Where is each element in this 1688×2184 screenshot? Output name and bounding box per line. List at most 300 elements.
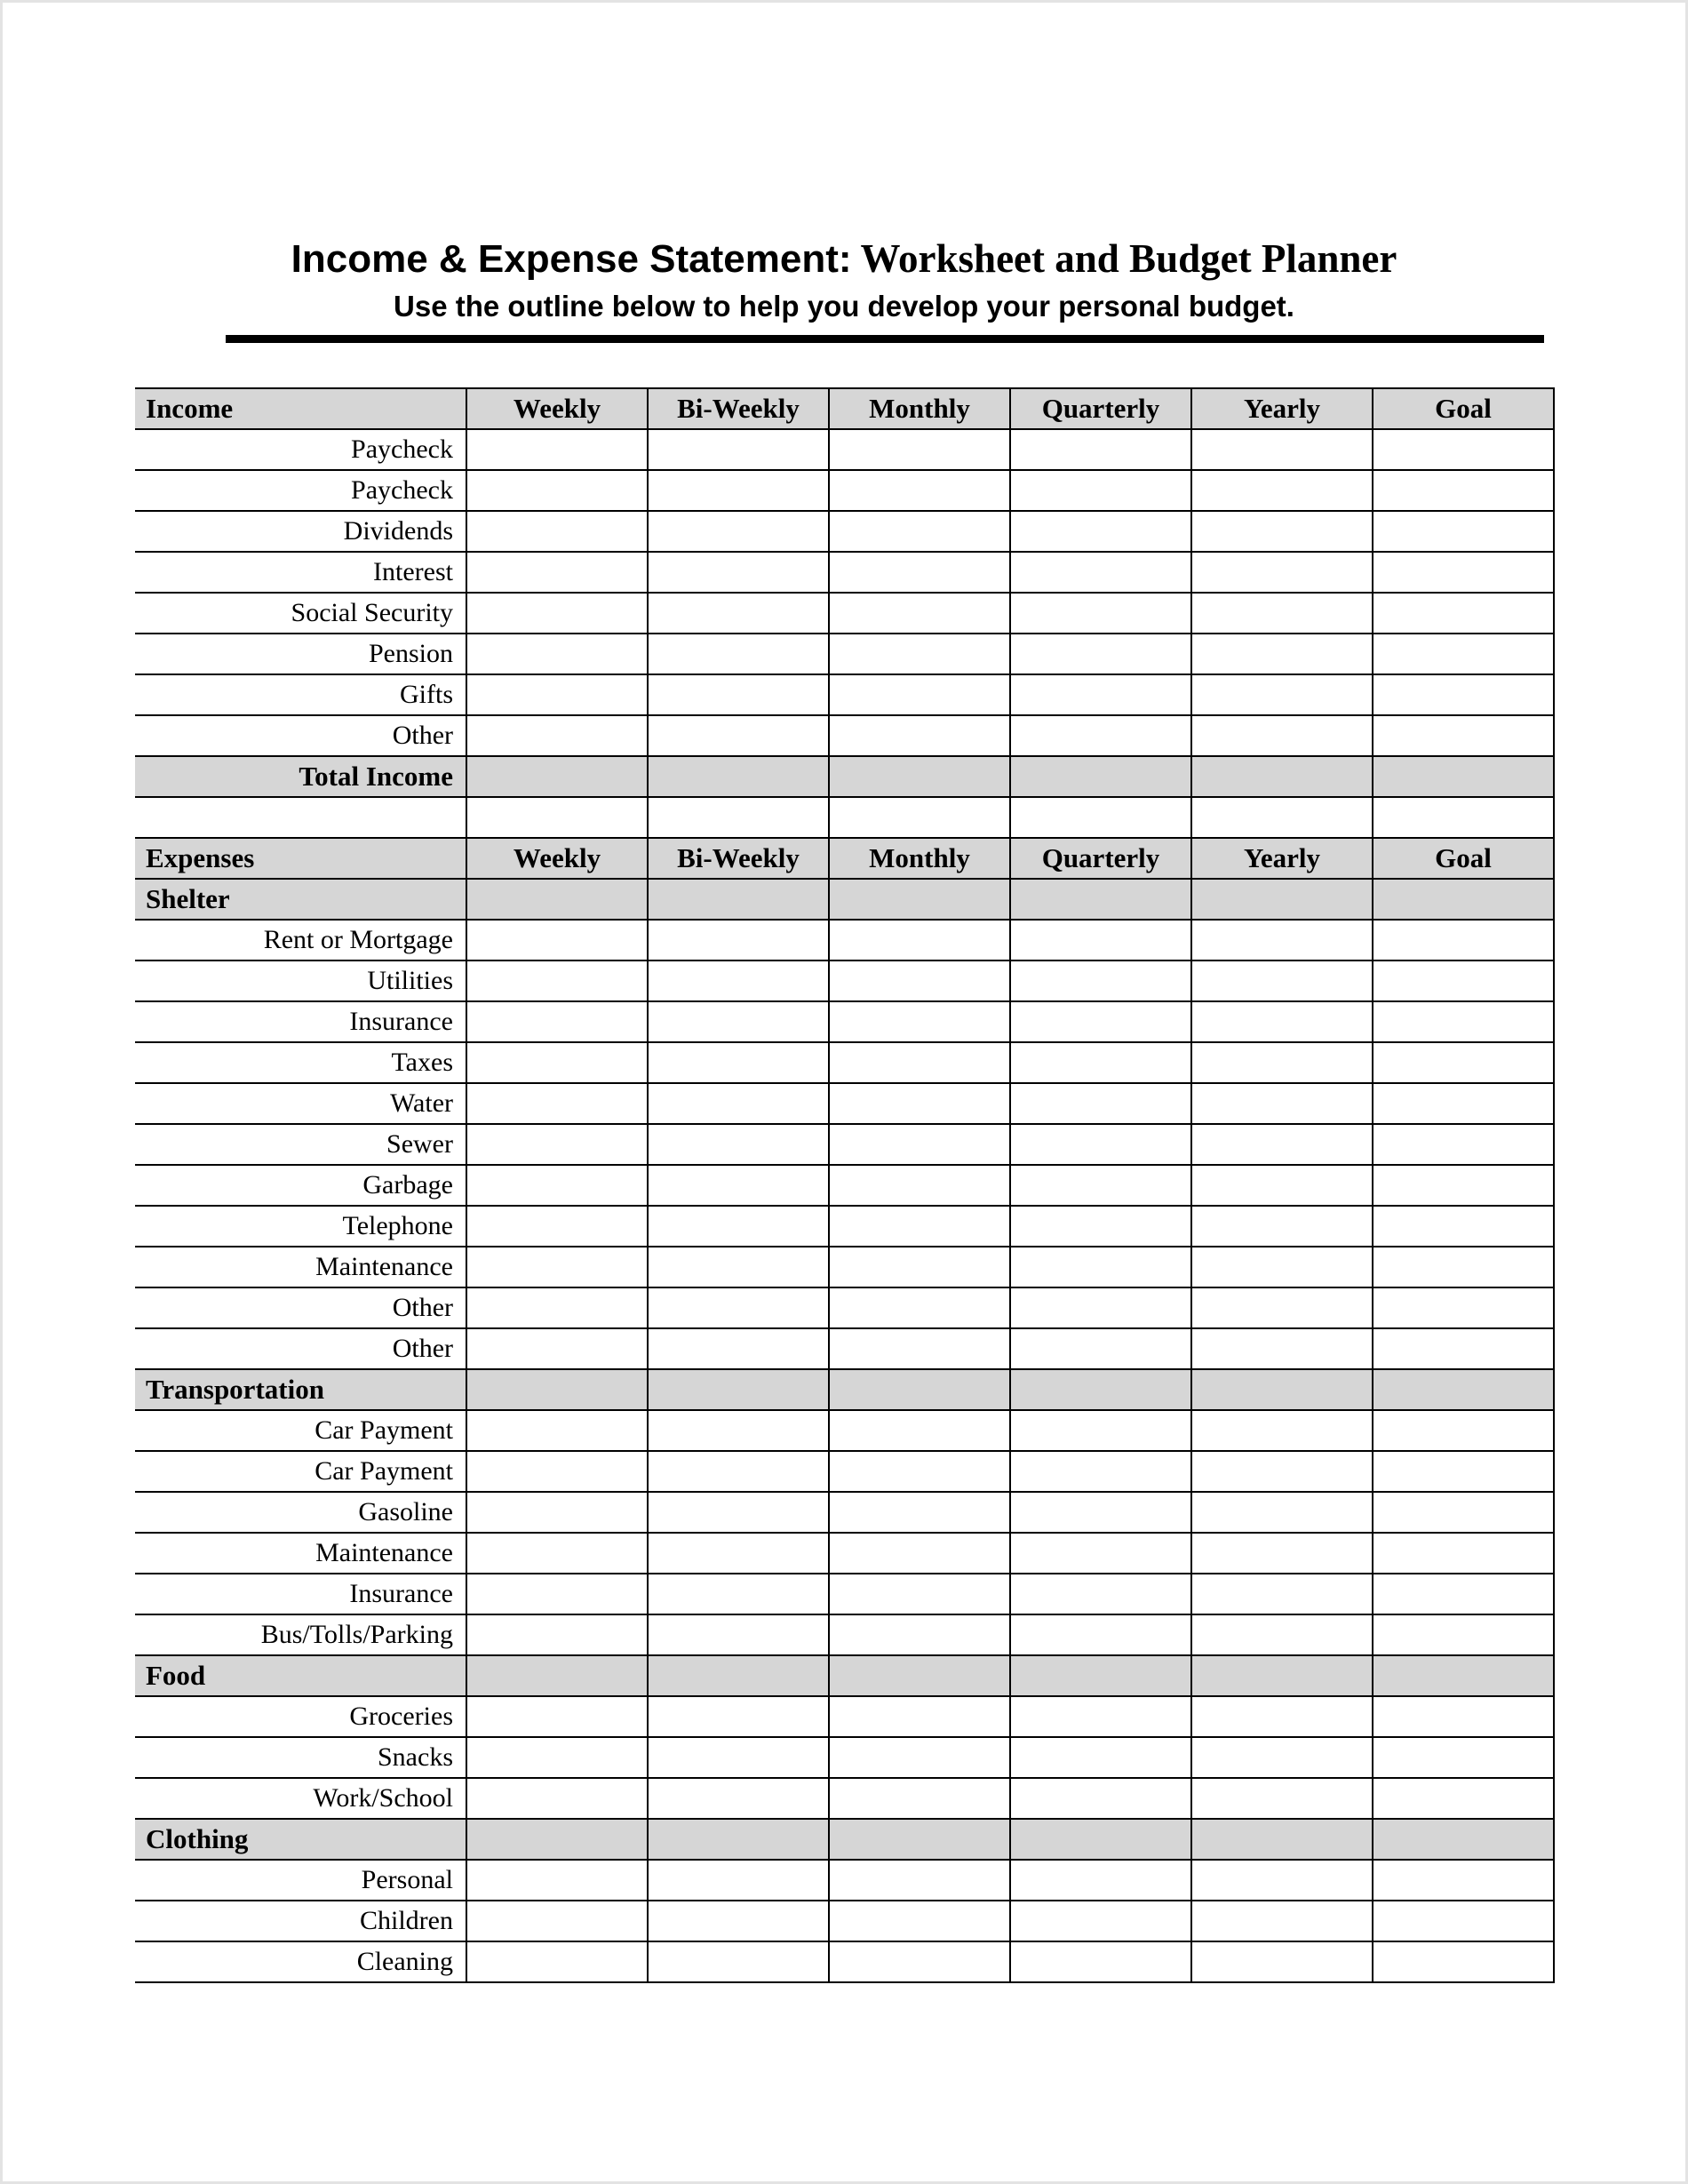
value-cell-bi-weekly (648, 960, 829, 1001)
value-cell-bi-weekly (648, 756, 829, 797)
value-cell-yearly (1191, 1001, 1373, 1042)
value-cell-bi-weekly (648, 1247, 829, 1287)
value-cell-goal (1373, 634, 1554, 674)
row-label: Social Security (135, 593, 466, 634)
value-cell-quarterly (1010, 511, 1191, 552)
value-cell-quarterly (1010, 1941, 1191, 1982)
row-label: Work/School (135, 1778, 466, 1819)
row-label: Children (135, 1901, 466, 1941)
value-cell-goal (1373, 1165, 1554, 1206)
value-cell-yearly (1191, 1941, 1373, 1982)
income-row-social-security-4 (135, 593, 1554, 634)
value-cell-goal (1373, 1778, 1554, 1819)
value-cell-weekly (466, 797, 648, 838)
value-cell-weekly (466, 429, 648, 470)
row-label: Dividends (135, 511, 466, 552)
spacer-row (135, 797, 1554, 838)
value-cell-weekly (466, 1206, 648, 1247)
value-cell-bi-weekly (648, 797, 829, 838)
value-cell-weekly (466, 756, 648, 797)
value-cell-monthly (829, 1696, 1010, 1737)
value-cell-goal (1373, 797, 1554, 838)
column-header-yearly: Yearly (1191, 838, 1373, 879)
value-cell-monthly (829, 715, 1010, 756)
value-cell-weekly (466, 1901, 648, 1941)
value-cell-goal (1373, 1001, 1554, 1042)
income-row-dividends-2 (135, 511, 1554, 552)
value-cell-goal (1373, 470, 1554, 511)
value-cell-monthly (829, 1655, 1010, 1696)
value-cell-yearly (1191, 797, 1373, 838)
value-cell-quarterly (1010, 1737, 1191, 1778)
value-cell-monthly (829, 960, 1010, 1001)
expenses-header-row (135, 838, 1554, 879)
value-cell-goal (1373, 511, 1554, 552)
expense-row-sewer-0-5 (135, 1124, 1554, 1165)
value-cell-yearly (1191, 1492, 1373, 1533)
value-cell-weekly (466, 1083, 648, 1124)
row-label: Taxes (135, 1042, 466, 1083)
income-row-paycheck-1 (135, 470, 1554, 511)
value-cell-yearly (1191, 1042, 1373, 1083)
value-cell-goal (1373, 1083, 1554, 1124)
value-cell-yearly (1191, 1655, 1373, 1696)
value-cell-yearly (1191, 429, 1373, 470)
value-cell-weekly (466, 1819, 648, 1860)
row-label: Personal (135, 1860, 466, 1901)
row-label: Gasoline (135, 1492, 466, 1533)
value-cell-yearly (1191, 1287, 1373, 1328)
section-row-shelter (135, 879, 1554, 920)
value-cell-bi-weekly (648, 1819, 829, 1860)
value-cell-yearly (1191, 1860, 1373, 1901)
value-cell-monthly (829, 429, 1010, 470)
value-cell-quarterly (1010, 1614, 1191, 1655)
value-cell-weekly (466, 1247, 648, 1287)
value-cell-quarterly (1010, 1124, 1191, 1165)
page-subtitle: Use the outline below to help you develop your personal budget. (394, 289, 1294, 323)
value-cell-monthly (829, 552, 1010, 593)
value-cell-yearly (1191, 634, 1373, 674)
title-divider-rule (226, 335, 1544, 343)
total-income-row (135, 756, 1554, 797)
value-cell-bi-weekly (648, 1614, 829, 1655)
value-cell-goal (1373, 1206, 1554, 1247)
value-cell-yearly (1191, 1328, 1373, 1369)
row-label: Car Payment (135, 1410, 466, 1451)
value-cell-weekly (466, 1778, 648, 1819)
value-cell-monthly (829, 756, 1010, 797)
value-cell-monthly (829, 1287, 1010, 1328)
value-cell-weekly (466, 1614, 648, 1655)
value-cell-goal (1373, 1737, 1554, 1778)
value-cell-weekly (466, 593, 648, 634)
column-header-goal: Goal (1373, 838, 1554, 879)
value-cell-goal (1373, 1614, 1554, 1655)
expense-row-other-0-9 (135, 1287, 1554, 1328)
value-cell-quarterly (1010, 634, 1191, 674)
income-row-pension-5 (135, 634, 1554, 674)
value-cell-yearly (1191, 1533, 1373, 1574)
value-cell-bi-weekly (648, 1737, 829, 1778)
value-cell-quarterly (1010, 674, 1191, 715)
value-cell-weekly (466, 1941, 648, 1982)
value-cell-weekly (466, 1328, 648, 1369)
value-cell-yearly (1191, 1696, 1373, 1737)
value-cell-monthly (829, 1328, 1010, 1369)
value-cell-weekly (466, 1410, 648, 1451)
value-cell-yearly (1191, 920, 1373, 960)
value-cell-quarterly (1010, 1287, 1191, 1328)
income-row-other-7 (135, 715, 1554, 756)
value-cell-quarterly (1010, 1328, 1191, 1369)
value-cell-monthly (829, 470, 1010, 511)
value-cell-goal (1373, 1247, 1554, 1287)
value-cell-weekly (466, 674, 648, 715)
expense-row-garbage-0-6 (135, 1165, 1554, 1206)
value-cell-monthly (829, 1206, 1010, 1247)
row-label: Paycheck (135, 429, 466, 470)
column-header-yearly: Yearly (1191, 388, 1373, 429)
value-cell-quarterly (1010, 1083, 1191, 1124)
row-label: Rent or Mortgage (135, 920, 466, 960)
value-cell-quarterly (1010, 879, 1191, 920)
value-cell-quarterly (1010, 1819, 1191, 1860)
column-header-weekly: Weekly (466, 388, 648, 429)
value-cell-monthly (829, 1247, 1010, 1287)
value-cell-quarterly (1010, 1206, 1191, 1247)
value-cell-yearly (1191, 1614, 1373, 1655)
row-label: Water (135, 1083, 466, 1124)
value-cell-goal (1373, 429, 1554, 470)
value-cell-weekly (466, 1042, 648, 1083)
value-cell-quarterly (1010, 797, 1191, 838)
row-label: Paycheck (135, 470, 466, 511)
value-cell-yearly (1191, 1819, 1373, 1860)
value-cell-goal (1373, 1533, 1554, 1574)
value-cell-yearly (1191, 1737, 1373, 1778)
section-row-transportation (135, 1369, 1554, 1410)
value-cell-monthly (829, 1860, 1010, 1901)
expense-row-gasoline-1-2 (135, 1492, 1554, 1533)
expense-row-other-0-10 (135, 1328, 1554, 1369)
value-cell-quarterly (1010, 552, 1191, 593)
value-cell-goal (1373, 1901, 1554, 1941)
value-cell-yearly (1191, 470, 1373, 511)
value-cell-bi-weekly (648, 552, 829, 593)
value-cell-bi-weekly (648, 1778, 829, 1819)
value-cell-monthly (829, 1574, 1010, 1614)
value-cell-monthly (829, 1001, 1010, 1042)
row-label: Sewer (135, 1124, 466, 1165)
value-cell-weekly (466, 1287, 648, 1328)
value-cell-weekly (466, 920, 648, 960)
value-cell-bi-weekly (648, 715, 829, 756)
value-cell-monthly (829, 1778, 1010, 1819)
expense-row-utilities-0-1 (135, 960, 1554, 1001)
value-cell-goal (1373, 1819, 1554, 1860)
value-cell-bi-weekly (648, 1696, 829, 1737)
income-row-gifts-6 (135, 674, 1554, 715)
expense-row-car-payment-1-1 (135, 1451, 1554, 1492)
value-cell-monthly (829, 797, 1010, 838)
value-cell-quarterly (1010, 1533, 1191, 1574)
value-cell-monthly (829, 1083, 1010, 1124)
column-header-goal: Goal (1373, 388, 1554, 429)
value-cell-weekly (466, 1533, 648, 1574)
value-cell-yearly (1191, 1083, 1373, 1124)
value-cell-weekly (466, 511, 648, 552)
value-cell-weekly (466, 1124, 648, 1165)
value-cell-bi-weekly (648, 920, 829, 960)
spacer-label (135, 797, 466, 838)
value-cell-bi-weekly (648, 1410, 829, 1451)
value-cell-goal (1373, 1042, 1554, 1083)
value-cell-bi-weekly (648, 1124, 829, 1165)
value-cell-monthly (829, 879, 1010, 920)
row-label: Other (135, 1287, 466, 1328)
value-cell-quarterly (1010, 470, 1191, 511)
expense-row-snacks-2-1 (135, 1737, 1554, 1778)
row-label: Telephone (135, 1206, 466, 1247)
value-cell-monthly (829, 1124, 1010, 1165)
value-cell-bi-weekly (648, 879, 829, 920)
value-cell-bi-weekly (648, 1165, 829, 1206)
value-cell-weekly (466, 1696, 648, 1737)
value-cell-quarterly (1010, 1042, 1191, 1083)
column-header-weekly: Weekly (466, 838, 648, 879)
section-label-shelter: Shelter (135, 879, 466, 920)
value-cell-monthly (829, 1165, 1010, 1206)
expense-row-personal-3-0 (135, 1860, 1554, 1901)
value-cell-monthly (829, 1614, 1010, 1655)
title-secondary: Worksheet and Budget Planner (860, 236, 1397, 281)
value-cell-monthly (829, 1737, 1010, 1778)
value-cell-yearly (1191, 1124, 1373, 1165)
value-cell-quarterly (1010, 1778, 1191, 1819)
income-row-paycheck-0 (135, 429, 1554, 470)
value-cell-yearly (1191, 593, 1373, 634)
value-cell-quarterly (1010, 715, 1191, 756)
value-cell-weekly (466, 1369, 648, 1410)
value-cell-bi-weekly (648, 634, 829, 674)
row-label: Cleaning (135, 1941, 466, 1982)
value-cell-weekly (466, 1492, 648, 1533)
value-cell-yearly (1191, 1574, 1373, 1614)
row-label: Insurance (135, 1001, 466, 1042)
expense-row-groceries-2-0 (135, 1696, 1554, 1737)
value-cell-quarterly (1010, 960, 1191, 1001)
row-label: Maintenance (135, 1533, 466, 1574)
value-cell-quarterly (1010, 1451, 1191, 1492)
value-cell-goal (1373, 920, 1554, 960)
income-section-label: Income (135, 388, 466, 429)
value-cell-yearly (1191, 1778, 1373, 1819)
value-cell-bi-weekly (648, 1860, 829, 1901)
value-cell-weekly (466, 1860, 648, 1901)
value-cell-monthly (829, 1042, 1010, 1083)
value-cell-yearly (1191, 715, 1373, 756)
value-cell-bi-weekly (648, 1451, 829, 1492)
income-row-interest-3 (135, 552, 1554, 593)
column-header-bi-weekly: Bi-Weekly (648, 388, 829, 429)
value-cell-yearly (1191, 1410, 1373, 1451)
value-cell-weekly (466, 960, 648, 1001)
value-cell-weekly (466, 634, 648, 674)
value-cell-goal (1373, 593, 1554, 634)
value-cell-bi-weekly (648, 1328, 829, 1369)
expense-row-bus-tolls-parking-1-5 (135, 1614, 1554, 1655)
value-cell-goal (1373, 1860, 1554, 1901)
row-label: Bus/Tolls/Parking (135, 1614, 466, 1655)
row-label: Pension (135, 634, 466, 674)
expense-row-rent-or-mortgage-0-0 (135, 920, 1554, 960)
value-cell-bi-weekly (648, 593, 829, 634)
column-header-monthly: Monthly (829, 388, 1010, 429)
value-cell-quarterly (1010, 593, 1191, 634)
value-cell-weekly (466, 1655, 648, 1696)
value-cell-bi-weekly (648, 429, 829, 470)
row-label: Interest (135, 552, 466, 593)
value-cell-monthly (829, 1492, 1010, 1533)
value-cell-goal (1373, 960, 1554, 1001)
value-cell-weekly (466, 1737, 648, 1778)
value-cell-weekly (466, 715, 648, 756)
value-cell-bi-weekly (648, 1287, 829, 1328)
value-cell-weekly (466, 1165, 648, 1206)
expense-row-maintenance-1-3 (135, 1533, 1554, 1574)
row-label: Snacks (135, 1737, 466, 1778)
value-cell-goal (1373, 756, 1554, 797)
budget-table (135, 387, 1555, 1983)
expenses-section-label: Expenses (135, 838, 466, 879)
value-cell-quarterly (1010, 1492, 1191, 1533)
value-cell-goal (1373, 1492, 1554, 1533)
value-cell-weekly (466, 879, 648, 920)
value-cell-quarterly (1010, 1696, 1191, 1737)
value-cell-yearly (1191, 1247, 1373, 1287)
value-cell-bi-weekly (648, 470, 829, 511)
value-cell-quarterly (1010, 429, 1191, 470)
value-cell-monthly (829, 1901, 1010, 1941)
row-label: Maintenance (135, 1247, 466, 1287)
total-income-label: Total Income (135, 756, 466, 797)
value-cell-quarterly (1010, 756, 1191, 797)
expense-row-work-school-2-2 (135, 1778, 1554, 1819)
value-cell-goal (1373, 879, 1554, 920)
value-cell-goal (1373, 1369, 1554, 1410)
value-cell-goal (1373, 1124, 1554, 1165)
value-cell-bi-weekly (648, 1574, 829, 1614)
section-row-clothing (135, 1819, 1554, 1860)
value-cell-bi-weekly (648, 1492, 829, 1533)
value-cell-yearly (1191, 511, 1373, 552)
expense-row-taxes-0-3 (135, 1042, 1554, 1083)
value-cell-quarterly (1010, 1574, 1191, 1614)
value-cell-weekly (466, 1574, 648, 1614)
row-label: Car Payment (135, 1451, 466, 1492)
value-cell-bi-weekly (648, 1042, 829, 1083)
row-label: Garbage (135, 1165, 466, 1206)
value-cell-bi-weekly (648, 1083, 829, 1124)
value-cell-weekly (466, 1451, 648, 1492)
value-cell-yearly (1191, 674, 1373, 715)
value-cell-goal (1373, 552, 1554, 593)
row-label: Groceries (135, 1696, 466, 1737)
title-main: Income & Expense Statement: (291, 237, 852, 281)
value-cell-weekly (466, 470, 648, 511)
column-header-monthly: Monthly (829, 838, 1010, 879)
income-header-row (135, 388, 1554, 429)
value-cell-quarterly (1010, 920, 1191, 960)
expense-row-children-3-1 (135, 1901, 1554, 1941)
column-header-quarterly: Quarterly (1010, 838, 1191, 879)
value-cell-bi-weekly (648, 674, 829, 715)
section-label-food: Food (135, 1655, 466, 1696)
value-cell-quarterly (1010, 1369, 1191, 1410)
value-cell-yearly (1191, 1901, 1373, 1941)
expense-row-insurance-1-4 (135, 1574, 1554, 1614)
value-cell-bi-weekly (648, 1655, 829, 1696)
value-cell-bi-weekly (648, 1001, 829, 1042)
value-cell-monthly (829, 1819, 1010, 1860)
section-label-clothing: Clothing (135, 1819, 466, 1860)
value-cell-bi-weekly (648, 511, 829, 552)
value-cell-weekly (466, 552, 648, 593)
value-cell-monthly (829, 674, 1010, 715)
value-cell-goal (1373, 674, 1554, 715)
value-cell-quarterly (1010, 1410, 1191, 1451)
value-cell-yearly (1191, 756, 1373, 797)
value-cell-quarterly (1010, 1001, 1191, 1042)
value-cell-monthly (829, 1451, 1010, 1492)
value-cell-goal (1373, 1451, 1554, 1492)
value-cell-yearly (1191, 879, 1373, 920)
column-header-quarterly: Quarterly (1010, 388, 1191, 429)
row-label: Other (135, 1328, 466, 1369)
value-cell-goal (1373, 1328, 1554, 1369)
value-cell-bi-weekly (648, 1901, 829, 1941)
value-cell-monthly (829, 593, 1010, 634)
expense-row-insurance-0-2 (135, 1001, 1554, 1042)
row-label: Insurance (135, 1574, 466, 1614)
value-cell-quarterly (1010, 1860, 1191, 1901)
value-cell-bi-weekly (648, 1941, 829, 1982)
value-cell-goal (1373, 1287, 1554, 1328)
value-cell-bi-weekly (648, 1369, 829, 1410)
value-cell-quarterly (1010, 1655, 1191, 1696)
expense-row-water-0-4 (135, 1083, 1554, 1124)
value-cell-yearly (1191, 1369, 1373, 1410)
value-cell-goal (1373, 1574, 1554, 1614)
column-header-bi-weekly: Bi-Weekly (648, 838, 829, 879)
value-cell-bi-weekly (648, 1533, 829, 1574)
value-cell-monthly (829, 1410, 1010, 1451)
value-cell-quarterly (1010, 1165, 1191, 1206)
value-cell-yearly (1191, 552, 1373, 593)
value-cell-yearly (1191, 1165, 1373, 1206)
value-cell-yearly (1191, 960, 1373, 1001)
value-cell-goal (1373, 1410, 1554, 1451)
expense-row-cleaning-3-2 (135, 1941, 1554, 1982)
value-cell-weekly (466, 1001, 648, 1042)
row-label: Other (135, 715, 466, 756)
section-row-food (135, 1655, 1554, 1696)
value-cell-yearly (1191, 1206, 1373, 1247)
value-cell-quarterly (1010, 1247, 1191, 1287)
value-cell-monthly (829, 1941, 1010, 1982)
value-cell-monthly (829, 1533, 1010, 1574)
